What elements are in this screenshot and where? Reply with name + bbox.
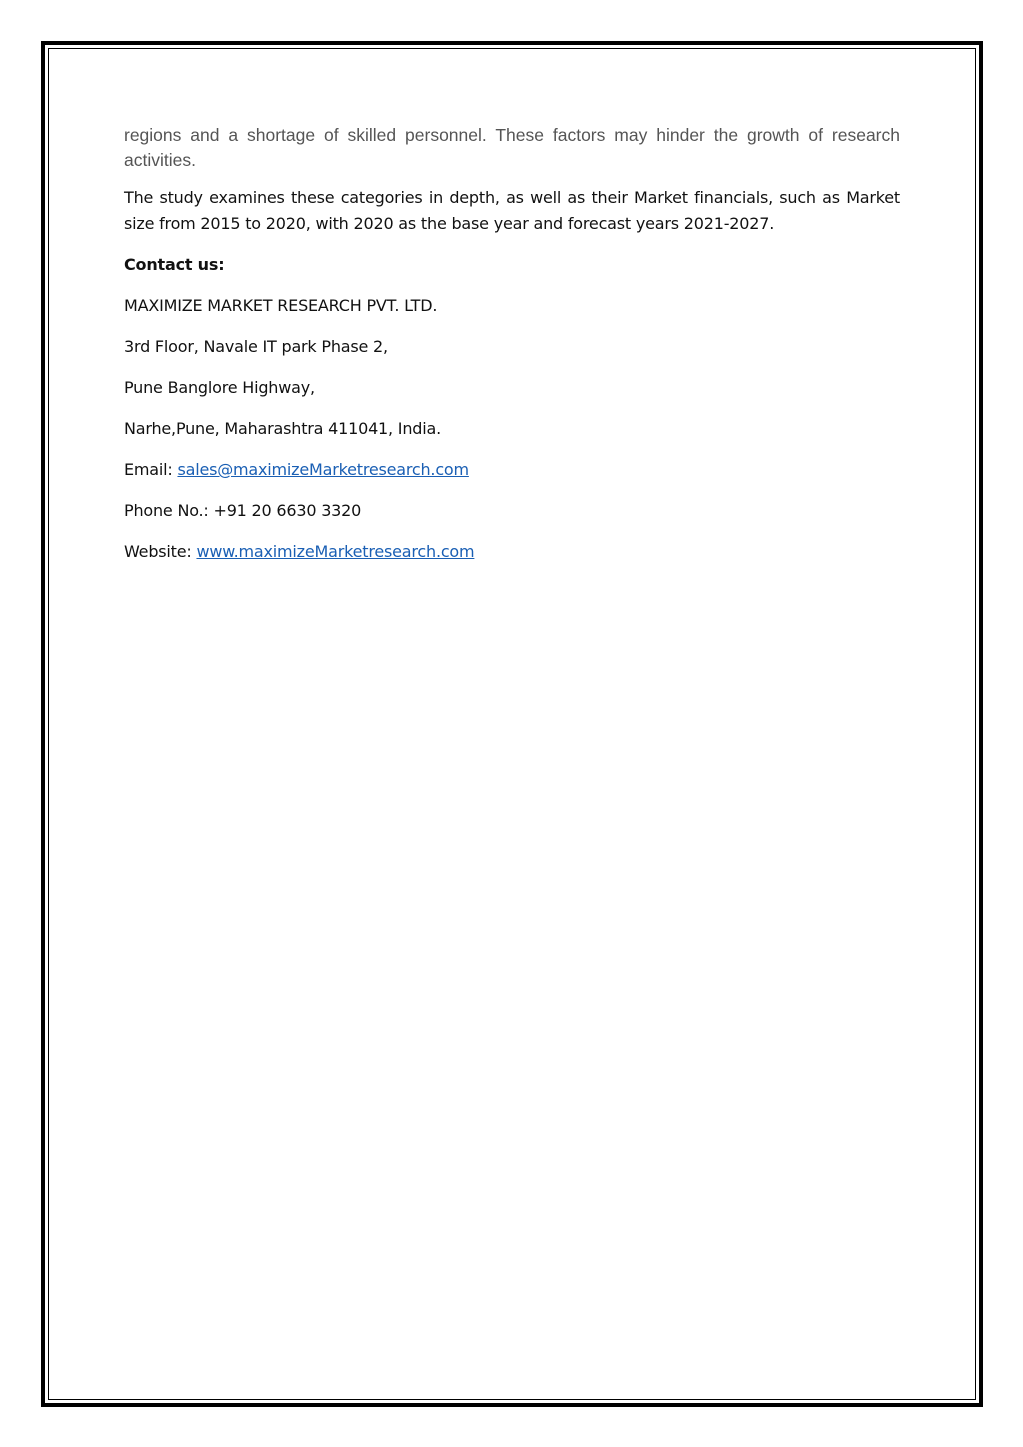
- email-link[interactable]: sales@maximizeMarketresearch.com: [177, 460, 469, 479]
- intro-paragraph: regions and a shortage of skilled personnel. These factors may hinder the growth of research activities.: [124, 125, 900, 170]
- email-label: Email:: [124, 460, 178, 479]
- website-line: [124, 539, 900, 565]
- phone-line: Phone No.: +91 20 6630 3320: [124, 501, 362, 520]
- address-line-1: 3rd Floor, Navale IT park Phase 2,: [124, 337, 388, 356]
- website-link[interactable]: www.maximizeMarketresearch.com: [196, 542, 475, 561]
- address-line-2: Pune Banglore Highway,: [124, 378, 315, 397]
- email-line: [124, 457, 900, 483]
- address-line-3: Narhe,Pune, Maharashtra 411041, India.: [124, 419, 441, 438]
- contact-heading: Contact us:: [124, 255, 225, 274]
- website-label: Website:: [124, 542, 197, 561]
- company-name: MAXIMIZE MARKET RESEARCH PVT. LTD.: [124, 296, 438, 315]
- document-content: [124, 123, 900, 565]
- study-paragraph: The study examines these categories in depth, as well as their Market financials, such as Market size from 2015 to 2020, with 2020 as the base year and forecast years 2021-2027.: [124, 188, 900, 233]
